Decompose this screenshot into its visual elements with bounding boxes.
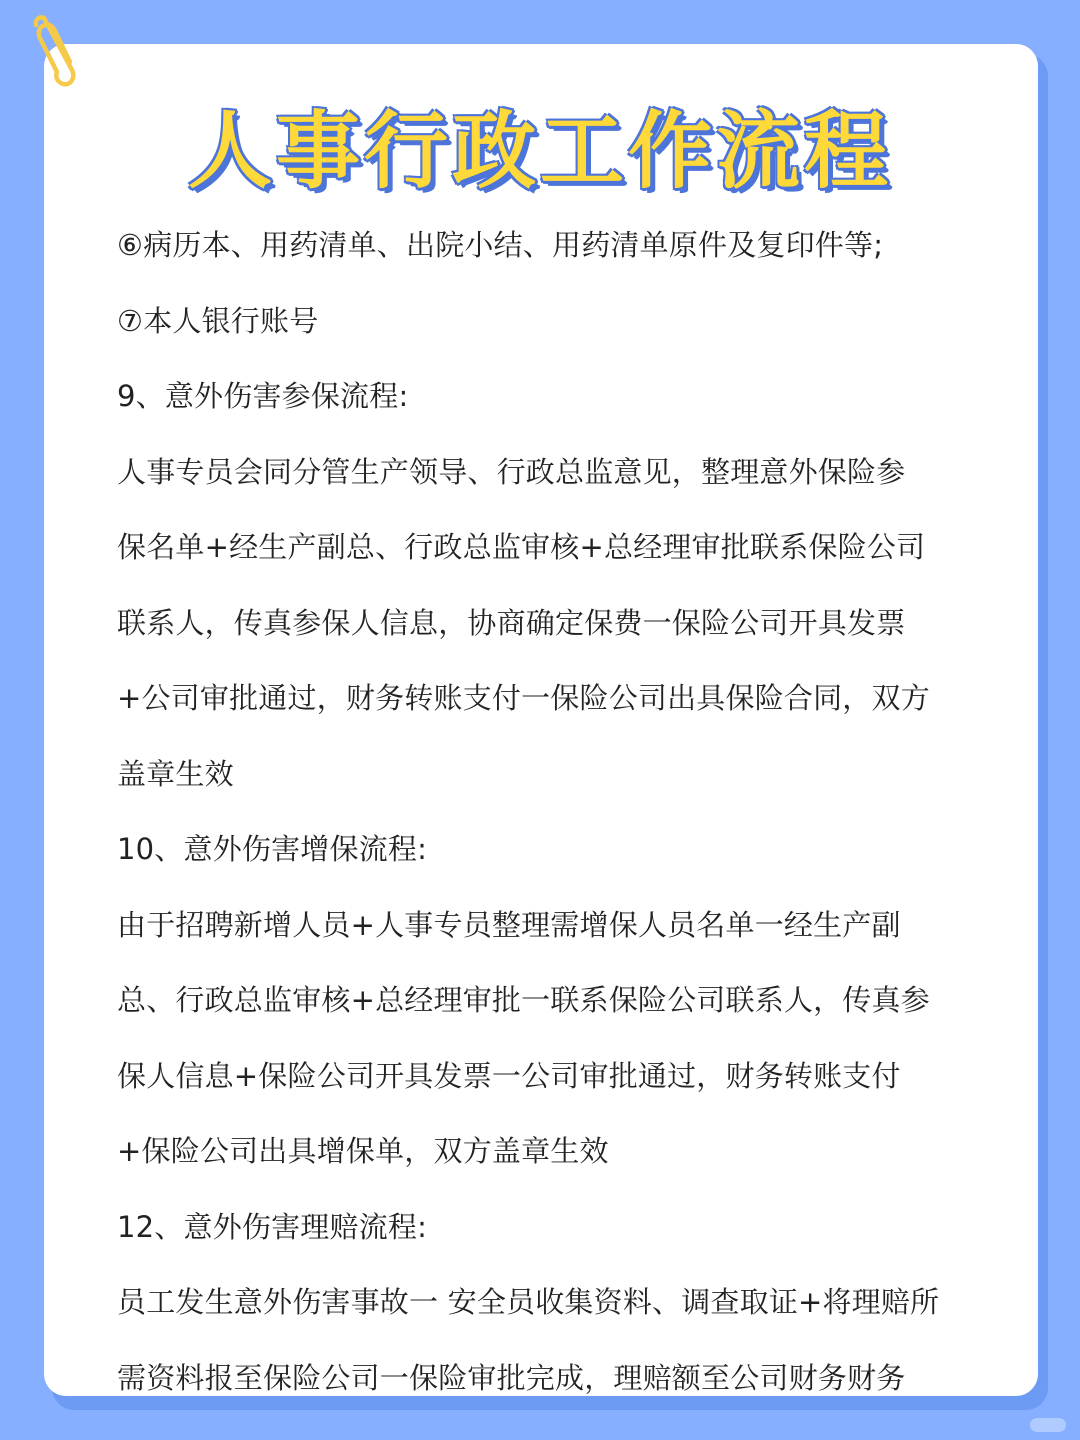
text-line: 保名单+经生产副总、行政总监审核+总经理审批联系保险公司	[117, 530, 926, 564]
text-line: +保险公司出具增保单，双方盖章生效	[117, 1134, 609, 1168]
section-heading: 10、意外伤害增保流程:	[117, 832, 428, 866]
document-body	[117, 208, 977, 1416]
text-line: 总、行政总监审核+总经理审批一联系保险公司联系人，传真参	[117, 983, 930, 1017]
section-heading: 12、意外伤害理赔流程:	[117, 1209, 428, 1244]
text-line: 员工发生意外伤害事故一 安全员收集资料、调查取证+将理赔所	[117, 1285, 940, 1319]
watermark-badge	[1030, 1418, 1066, 1432]
text-line: ⑥病历本、用药清单、出院小结、用药清单原件及复印件等;	[117, 228, 884, 262]
section-heading: 9、意外伤害参保流程:	[117, 379, 409, 413]
paperclip-icon	[26, 8, 86, 92]
text-line: 保人信息+保险公司开具发票一公司审批通过，财务转账支付	[117, 1058, 901, 1093]
page-title: 人事行政工作流程	[187, 102, 892, 200]
text-line: +公司审批通过，财务转账支付一保险公司出具保险合同，双方	[117, 681, 930, 715]
text-line: 人事专员会同分管生产领导、行政总监意见，整理意外保险参	[117, 454, 906, 489]
text-line: 盖章生效	[117, 756, 234, 791]
text-line: 由于招聘新增人员+人事专员整理需增保人员名单一经生产副	[117, 907, 901, 942]
text-line: ⑦本人银行账号	[117, 303, 319, 338]
text-line: 需资料报至保险公司一保险审批完成，理赔额至公司财务财务	[117, 1360, 906, 1395]
text-line: 联系人，传真参保人信息，协商确定保费一保险公司开具发票	[117, 605, 906, 640]
